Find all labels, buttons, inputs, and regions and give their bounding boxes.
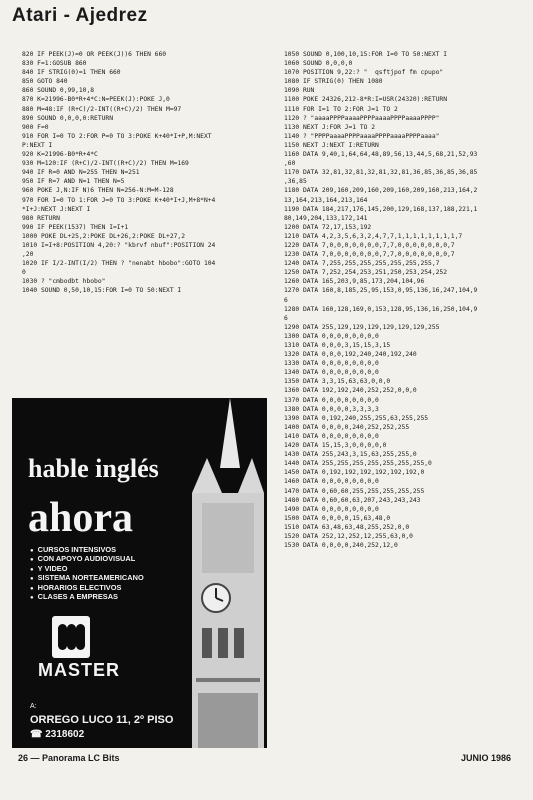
- code-line: 1250 DATA 7,252,254,253,251,250,253,254,252: [284, 269, 448, 277]
- code-line: 1500 DATA 0,0,0,0,15,63,48,0: [284, 514, 391, 522]
- code-line: 1350 DATA 3,3,15,63,63,0,0,0: [284, 378, 391, 386]
- code-line: 1320 DATA 0,0,0,192,240,240,192,240: [284, 351, 417, 359]
- code-line: 820 IF PEEK(J)=0 OR PEEK(J))6 THEN 660: [22, 51, 167, 58]
- ad-headline-main: ahora: [28, 495, 133, 541]
- code-line: ,60: [284, 160, 296, 168]
- code-line: 1450 DATA 0,192,192,192,192,192,192,0: [284, 469, 425, 477]
- code-line: 1420 DATA 15,15,3,0,0,0,0,0: [284, 442, 387, 450]
- code-line: 970 FOR I=0 TO 1:FOR J=0 TO 3:POKE K+40*I+J,M+8*N+4: [22, 196, 216, 204]
- code-line: 860 SOUND 0,99,10,8: [22, 87, 95, 95]
- code-line: 1410 DATA 0,0,0,0,0,0,0,0: [284, 432, 379, 440]
- code-line: 940 IF R=0 AND N=255 THEN N=251: [22, 169, 140, 177]
- list-item: ● Y VIDEO: [30, 565, 144, 574]
- code-line: 1240 DATA 7,255,255,255,255,255,255,255,7: [284, 260, 440, 268]
- ad-headline-top: hable inglés: [28, 454, 159, 483]
- code-line: 6: [284, 314, 288, 322]
- code-line: 840 IF STRIG(0)=1 THEN 660: [22, 69, 121, 77]
- code-line: 1520 DATA 252,12,252,12,255,63,0,0: [284, 532, 413, 540]
- code-line: 990 IF PEEK(1537) THEN I=I+1: [22, 223, 129, 231]
- code-line: 1000 POKE DL+25,2:POKE DL+26,2:POKE DL+27,2: [22, 232, 186, 240]
- clock-tower-icon: [172, 398, 267, 748]
- code-line: 1050 SOUND 0,100,10,15:FOR I=0 TO 50:NEXT I: [284, 51, 448, 58]
- code-line: 6: [284, 296, 288, 304]
- code-line: 1090 RUN: [284, 87, 315, 95]
- brand-wordmark: MASTER: [38, 660, 120, 680]
- list-item: ● SISTEMA NORTEAMERICANO: [30, 574, 144, 583]
- code-line: 1190 DATA 184,217,176,145,200,129,168,137,188,221,1: [284, 205, 478, 213]
- code-line: 960 POKE J,N:IF N)6 THEN N=256-N:M=M-128: [22, 187, 174, 195]
- ad-feature-list: [30, 546, 144, 602]
- code-line: 1110 FOR I=1 TO 2:FOR J=1 TO 2: [284, 105, 398, 113]
- code-line: 1430 DATA 255,243,3,15,63,255,255,0: [284, 451, 417, 459]
- code-line: 1220 DATA 7,0,0,0,0,0,0,0,7,7,0,0,0,0,0,0,0,7: [284, 241, 455, 249]
- code-line: 1480 DATA 0,60,60,63,207,243,243,243: [284, 496, 421, 504]
- code-line: 1360 DATA 192,192,240,252,252,0,0,0: [284, 387, 417, 395]
- list-item: ● HORARIOS ELECTIVOS: [30, 584, 144, 593]
- code-line: 1170 DATA 32,81,32,81,32,81,32,81,36,85,36,85,36,85: [284, 169, 478, 177]
- code-line: 1160 DATA 9,40,1,64,64,48,89,56,13,44,5,68,21,52,93: [284, 151, 478, 159]
- code-line: 1290 DATA 255,129,129,129,129,129,129,255: [284, 323, 440, 331]
- code-line: 1040 SOUND 0,50,10,15:FOR I=0 TO 50:NEXT I: [22, 287, 182, 295]
- code-line: 1120 ? "aaaaPPPPaaaaPPPPaaaaPPPPaaaaPPPP": [284, 114, 440, 122]
- phone-number: ☎ 2318602: [30, 729, 85, 740]
- code-line: 900 F=0: [22, 123, 49, 131]
- code-line: 1080 IF STRIG(0) THEN 1080: [284, 78, 383, 86]
- footer-page-label: 26 — Panorama LC Bits: [18, 753, 120, 763]
- code-line: 1100 POKE 24326,212-8*R:I=USR(24320):RETURN: [284, 96, 448, 104]
- code-line: 1300 DATA 0,0,0,0,0,0,0,0: [284, 332, 379, 340]
- code-line: 1460 DATA 0,0,0,0,0,0,0,0: [284, 478, 379, 486]
- code-listing-left: [22, 50, 254, 296]
- code-line: 950 IF R=7 AND N=1 THEN N=5: [22, 178, 125, 186]
- code-line: 1210 DATA 4,2,3,5,6,3,2,4,7,7,1,1,1,1,1,1,1,1,7: [284, 232, 463, 240]
- code-line: 1370 DATA 0,0,0,0,0,0,0,0: [284, 396, 379, 404]
- address: ORREGO LUCO 11, 2º PISO: [30, 714, 174, 726]
- code-line: 1180 DATA 209,160,209,160,209,160,209,160,213,164,2: [284, 187, 478, 195]
- code-line: 1440 DATA 255,255,255,255,255,255,255,0: [284, 460, 432, 468]
- advertisement: [12, 398, 267, 748]
- code-line: 980 RETURN: [22, 214, 60, 222]
- code-line: ,36,85: [284, 178, 307, 186]
- code-line: 1510 DATA 63,48,63,48,255,252,0,0: [284, 523, 410, 531]
- code-line: 1230 DATA 7,0,0,0,0,0,0,0,7,7,0,0,0,0,0,0,0,7: [284, 251, 455, 259]
- code-line: 910 FOR I=0 TO 2:FOR P=0 TO 3:POKE K+40*I+P,M:NEXT: [22, 132, 212, 140]
- code-line: 1010 I=I+8:POSITION 4,20:? "kbrvf nbuf":POSITION 24: [22, 241, 216, 249]
- code-line: 1280 DATA 160,128,169,0,153,128,95,136,16,250,104,9: [284, 305, 478, 313]
- code-line: 1140 ? "PPPPaaaaPPPPaaaaPPPPaaaaPPPPaaaa": [284, 132, 440, 140]
- code-line: 930 M=120:IF (R+C)/2-INT((R+C)/2) THEN M=169: [22, 160, 189, 168]
- code-line: 1060 SOUND 0,0,0,0: [284, 60, 353, 68]
- code-line: *I+J:NEXT J:NEXT I: [22, 205, 91, 213]
- code-line: ,20: [22, 251, 34, 259]
- code-line: 1130 NEXT J:FOR J=1 TO 2: [284, 123, 375, 131]
- code-line: 920 K=21996-B0*R+4*C: [22, 151, 98, 159]
- code-line: 1470 DATA 0,60,60,255,255,255,255,255: [284, 487, 425, 495]
- code-line: 80,149,204,133,172,141: [284, 214, 368, 222]
- code-line: 1340 DATA 0,0,0,0,0,0,0,0: [284, 369, 379, 377]
- code-line: 1030 ? "cmbodbt hbobo": [22, 278, 106, 286]
- code-line: 880 M=48:IF (R+C)/2-INT((R+C)/2) THEN M=97: [22, 105, 182, 113]
- code-line: 890 SOUND 0,0,0,0:RETURN: [22, 114, 113, 122]
- code-line: 1330 DATA 0,0,0,0,0,0,0,0: [284, 360, 379, 368]
- code-line: 1020 IF I/2-INT(I/2) THEN ? "nenabt hbobo":GOTO 104: [22, 260, 216, 268]
- code-line: 1310 DATA 0,0,0,3,15,15,3,15: [284, 342, 391, 349]
- code-line: 0: [22, 269, 26, 277]
- code-line: 1070 POSITION 9,22:? " qsftjpof fm cpupo": [284, 69, 444, 77]
- code-line: 1400 DATA 0,0,0,0,240,252,252,255: [284, 423, 410, 431]
- master-logo-icon: [52, 616, 90, 658]
- code-line: 1270 DATA 160,8,185,25,95,153,0,95,136,16,247,104,9: [284, 287, 478, 295]
- code-line: 1200 DATA 72,17,153,192: [284, 223, 372, 231]
- list-item: ● CLASES A EMPRESAS: [30, 593, 144, 602]
- code-line: 1380 DATA 0,0,0,0,3,3,3,3: [284, 405, 379, 413]
- footer-date: JUNIO 1986: [460, 753, 511, 763]
- code-line: 1150 NEXT J:NEXT I:RETURN: [284, 141, 379, 149]
- code-line: 1530 DATA 0,0,0,0,240,252,12,0: [284, 542, 398, 550]
- address-prefix: A:: [30, 703, 37, 710]
- code-line: 1490 DATA 0,0,0,0,0,0,0,0: [284, 505, 379, 513]
- code-line: 1390 DATA 0,192,240,255,255,63,255,255: [284, 414, 429, 422]
- list-item: ● CURSOS INTENSIVOS: [30, 546, 144, 555]
- code-listing-right: [284, 50, 529, 550]
- code-line: P:NEXT I: [22, 141, 53, 149]
- list-item: ● CON APOYO AUDIOVISUAL: [30, 555, 144, 564]
- code-line: 870 K=21996-B0*R+4*C:N=PEEK(J):POKE J,0: [22, 96, 170, 104]
- code-line: 850 GOTO 840: [22, 78, 68, 86]
- code-line: 13,164,213,164,213,164: [284, 196, 368, 204]
- code-line: 830 F=1:GOSUB 860: [22, 60, 87, 68]
- page-title: Atari - Ajedrez: [12, 5, 148, 26]
- code-line: 1260 DATA 165,203,9,85,173,204,104,96: [284, 278, 425, 286]
